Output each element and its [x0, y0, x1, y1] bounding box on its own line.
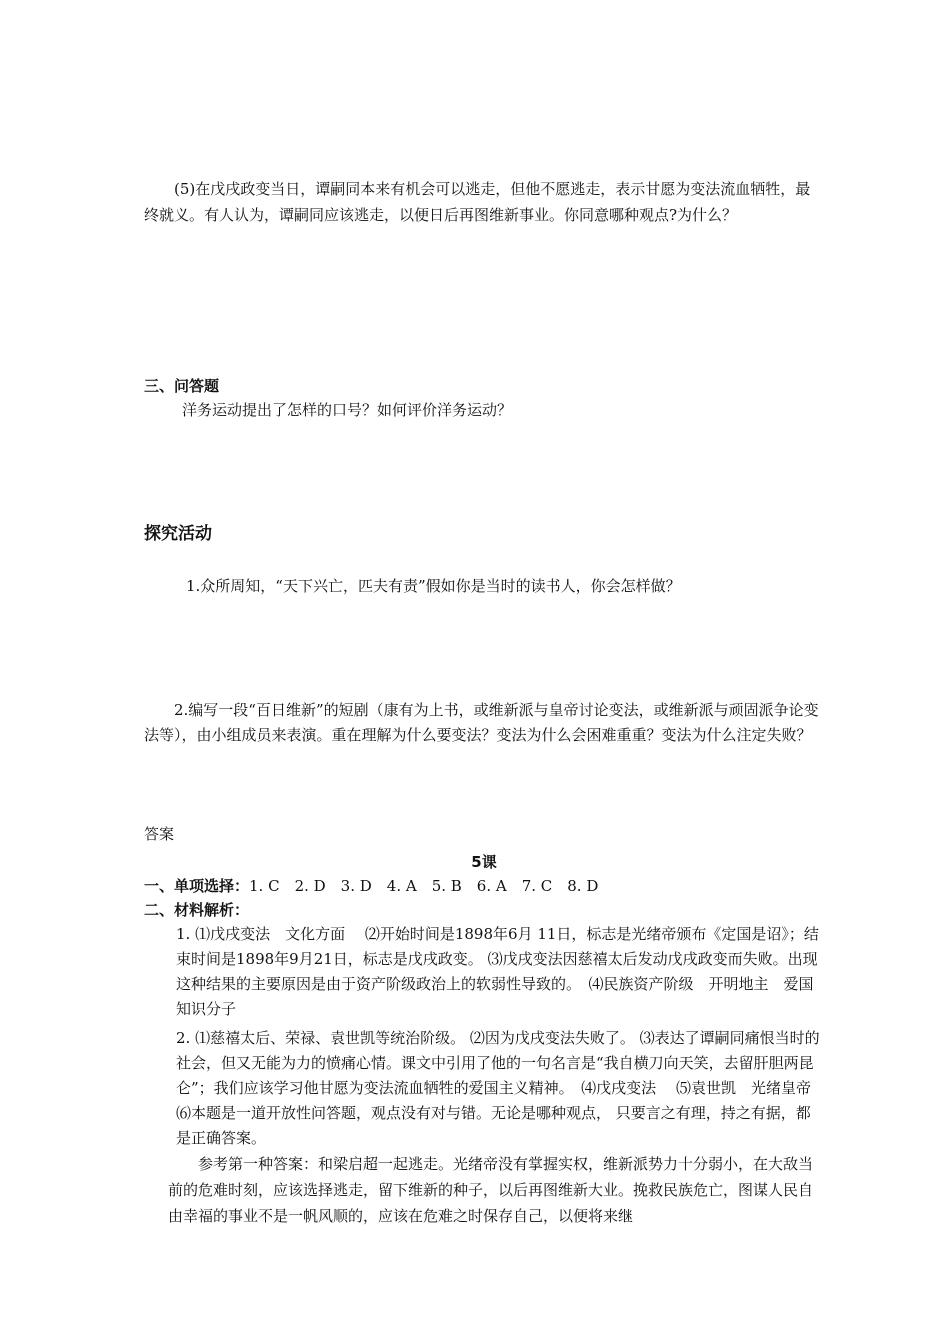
answer-3: 参考第一种答案：和梁启超一起逃走。光绪帝没有掌握实权，维新派势力十分弱小，在大敌当前的危难时刻，应该选择逃走，留下维新的种子，以后再图维新大业。挽救民族危亡，图谋人民自由幸福的事业不是一帆风顺的，应该在危难之时保存自己，以便将来继 — [168, 1155, 814, 1225]
explore-item-1-text: 1.众所周知，“天下兴亡，匹夫有责”假如你是当时的读书人，你会怎样做？ — [186, 577, 681, 595]
question-5-text: (5)在戊戌政变当日，谭嗣同本来有机会可以逃走，但他不愿逃走，表示甘愿为变法流血牺牲，最终就义。有人认为，谭嗣同应该逃走，以便日后再图维新事业。你同意哪种观点?为什么？ — [144, 180, 811, 224]
section-3 — [144, 374, 824, 422]
answers-label: 答案 — [144, 825, 175, 843]
single-choice-line — [144, 874, 824, 898]
section-3-heading: 三、问答题 — [144, 377, 220, 395]
explore-item-1 — [144, 574, 824, 598]
explore-item-2 — [144, 698, 824, 748]
question-5 — [144, 176, 824, 228]
section-3-question: 洋务运动提出了怎样的口号？如何评价洋务运动？ — [182, 401, 513, 419]
explore-heading: 探究活动 — [144, 524, 212, 544]
explore-item-2-text: 2.编写一段“百日维新”的短剧（康有为上书，或维新派与皇帝讨论变法，或维新派与顽固派争论变法等），由小组成员来表演。重在理解为什么要变法？变法为什么会困难重重？变法为什么注定失败？ — [144, 701, 819, 744]
single-choice-heading: 一、单项选择： — [144, 877, 250, 895]
answer-2: 2. ⑴慈禧太后、荣禄、袁世凯等统治阶级。 ⑵因为戊戌变法失败了。 ⑶表达了谭嗣同痛恨当时的社会，但又无能为力的愤痛心情。课文中引用了他的一句名言是“我自横刀向天笑，去留肝胆两昆仑”；我们应该学习他甘愿为变法流血牺牲的爱国主义精神。 ⑷戊戌变法 ⑸袁世凯 光绪皇帝 ⑹本题是一道开放性问答题，观点没有对与错。无论是哪种观点， 只要言之有理，持之有据，都是正确答案。 — [176, 1029, 826, 1147]
answers-section — [144, 822, 824, 1229]
explore-section — [144, 522, 824, 546]
lesson-title: 5课 — [471, 853, 497, 871]
material-heading: 二、材料解析： — [144, 901, 250, 919]
single-choice-answers: 1. C 2. D 3. D 4. A 5. B 6. A 7. C 8. D — [249, 877, 599, 895]
answer-1: 1. ⑴戊戌变法 文化方面 ⑵开始时间是1898年6月 11日，标志是光绪帝颁布《定国是诏》；结束时间是1898年9月21日，标志是戊戌政变。 ⑶戊戌变法因慈禧太后发动戊戌政变而失败。出现这种结果的主要原因是由于资产阶级政治上的软弱性导致的。 ⑷民族资产阶级 开明地主 爱国知识分子 — [176, 925, 819, 1018]
